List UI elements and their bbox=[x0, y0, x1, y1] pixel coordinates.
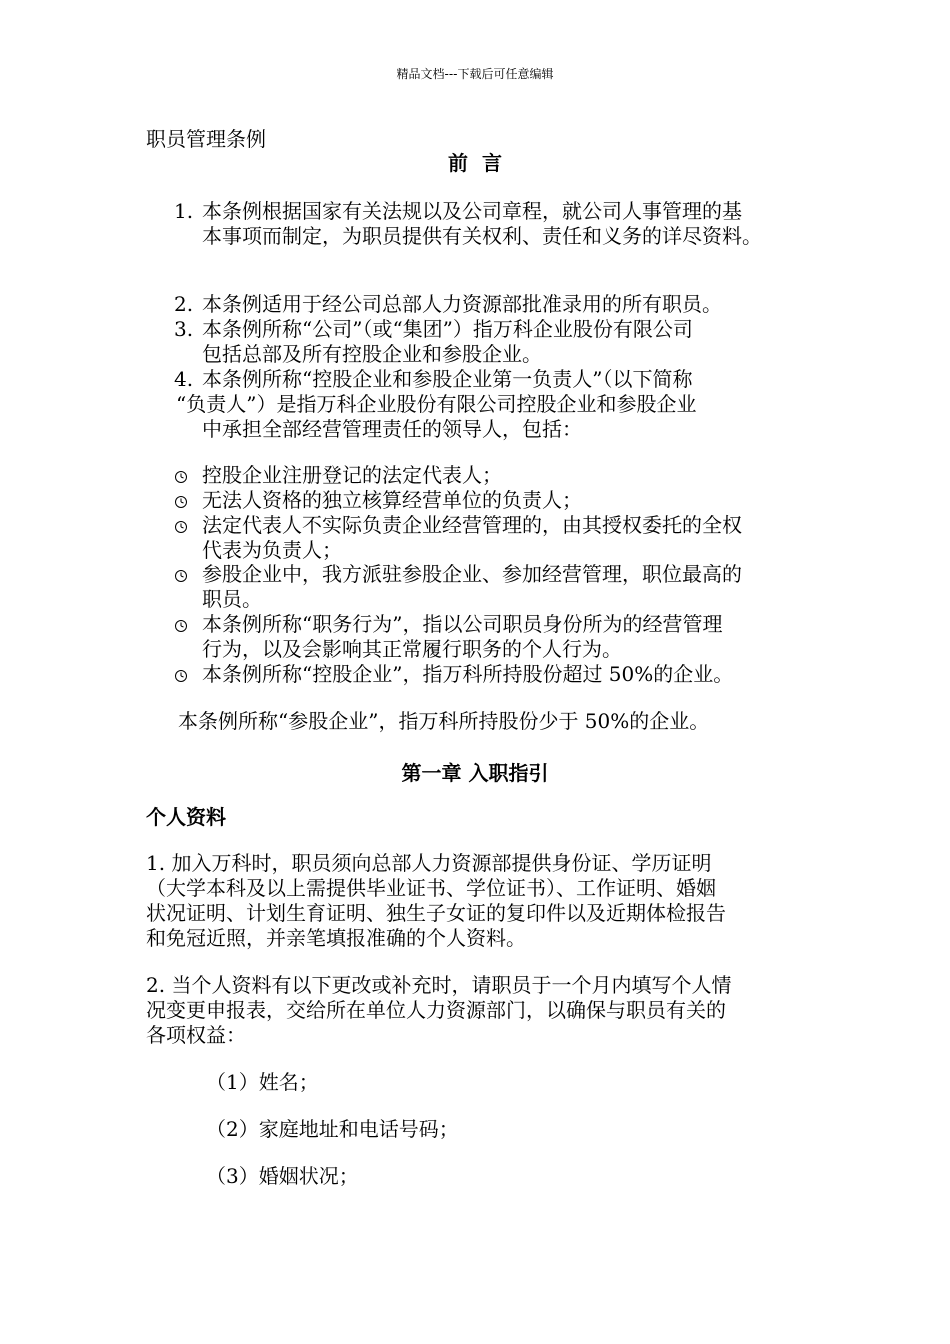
paragraph-line: 各项权益： bbox=[146, 1023, 246, 1047]
bullet-line: 法定代表人不实际负责企业经营管理的，由其授权委托的全权 bbox=[202, 513, 742, 537]
item-line: 本事项而制定，为职员提供有关权利、责任和义务的详尽资料。 bbox=[202, 224, 762, 248]
item-line: 本条例适用于经公司总部人力资源部批准录用的所有职员。 bbox=[202, 292, 722, 316]
document-title: 职员管理条例 bbox=[146, 127, 266, 151]
item-line: 本条例所称“公司”（或“集团”）指万科企业股份有限公司 bbox=[202, 317, 693, 341]
paragraph-line: 和免冠近照，并亲笔填报准确的个人资料。 bbox=[146, 926, 526, 950]
bullet-line: 行为，以及会影响其正常履行职务的个人行为。 bbox=[202, 637, 622, 661]
clock-bullet-icon bbox=[174, 520, 188, 534]
sub-item: （2）家庭地址和电话号码； bbox=[206, 1117, 459, 1141]
paragraph-line: （大学本科及以上需提供毕业证书、学位证书）、工作证明、婚姻 bbox=[146, 876, 716, 900]
item-line: 中承担全部经营管理责任的领导人，包括： bbox=[202, 417, 582, 441]
item-number: 2. bbox=[174, 292, 194, 316]
paragraph-line: 2. 当个人资料有以下更改或补充时，请职员于一个月内填写个人情 bbox=[146, 973, 732, 997]
chapter-title: 第一章 入职指引 bbox=[401, 761, 549, 785]
clock-bullet-icon bbox=[174, 619, 188, 633]
clock-bullet-icon bbox=[174, 569, 188, 583]
paragraph-line: 况变更申报表，交给所在单位人力资源部门，以确保与职员有关的 bbox=[146, 998, 726, 1022]
clock-bullet-icon bbox=[174, 470, 188, 484]
sub-item: （3）婚姻状况； bbox=[206, 1164, 359, 1188]
item-number: 3. bbox=[174, 317, 194, 341]
bullet-line: 本条例所称“控股企业”，指万科所持股份超过 50%的企业。 bbox=[202, 662, 734, 686]
sub-item: （1）姓名； bbox=[206, 1070, 319, 1094]
bullet-line: 本条例所称“职务行为”，指以公司职员身份所为的经营管理 bbox=[202, 612, 723, 636]
item-number: 4. bbox=[174, 367, 194, 391]
section-title: 个人资料 bbox=[146, 805, 226, 829]
paragraph-line: 1. 加入万科时，职员须向总部人力资源部提供身份证、学历证明 bbox=[146, 851, 712, 875]
item-line: “负责人”）是指万科企业股份有限公司控股企业和参股企业 bbox=[176, 392, 697, 416]
bullet-line: 无法人资格的独立核算经营单位的负责人； bbox=[202, 488, 582, 512]
item-number: 1. bbox=[174, 199, 194, 223]
clock-bullet-icon bbox=[174, 669, 188, 683]
paragraph-line: 状况证明、计划生育证明、独生子女证的复印件以及近期体检报告 bbox=[146, 901, 726, 925]
clock-bullet-icon bbox=[174, 495, 188, 509]
bullet-line: 职员。 bbox=[202, 587, 262, 611]
bullet-line: 控股企业注册登记的法定代表人； bbox=[202, 463, 502, 487]
item-line: 本条例所称“控股企业和参股企业第一负责人”（以下简称 bbox=[202, 367, 693, 391]
item-line: 本条例根据国家有关法规以及公司章程，就公司人事管理的基 bbox=[202, 199, 742, 223]
standalone-paragraph: 本条例所称“参股企业”，指万科所持股份少于 50%的企业。 bbox=[178, 709, 710, 733]
bullet-line: 参股企业中，我方派驻参股企业、参加经营管理，职位最高的 bbox=[202, 562, 742, 586]
header-note: 精品文档---下载后可任意编辑 bbox=[396, 67, 554, 81]
preface-title: 前言 bbox=[448, 151, 516, 175]
bullet-line: 代表为负责人； bbox=[202, 538, 342, 562]
item-line: 包括总部及所有控股企业和参股企业。 bbox=[202, 342, 542, 366]
